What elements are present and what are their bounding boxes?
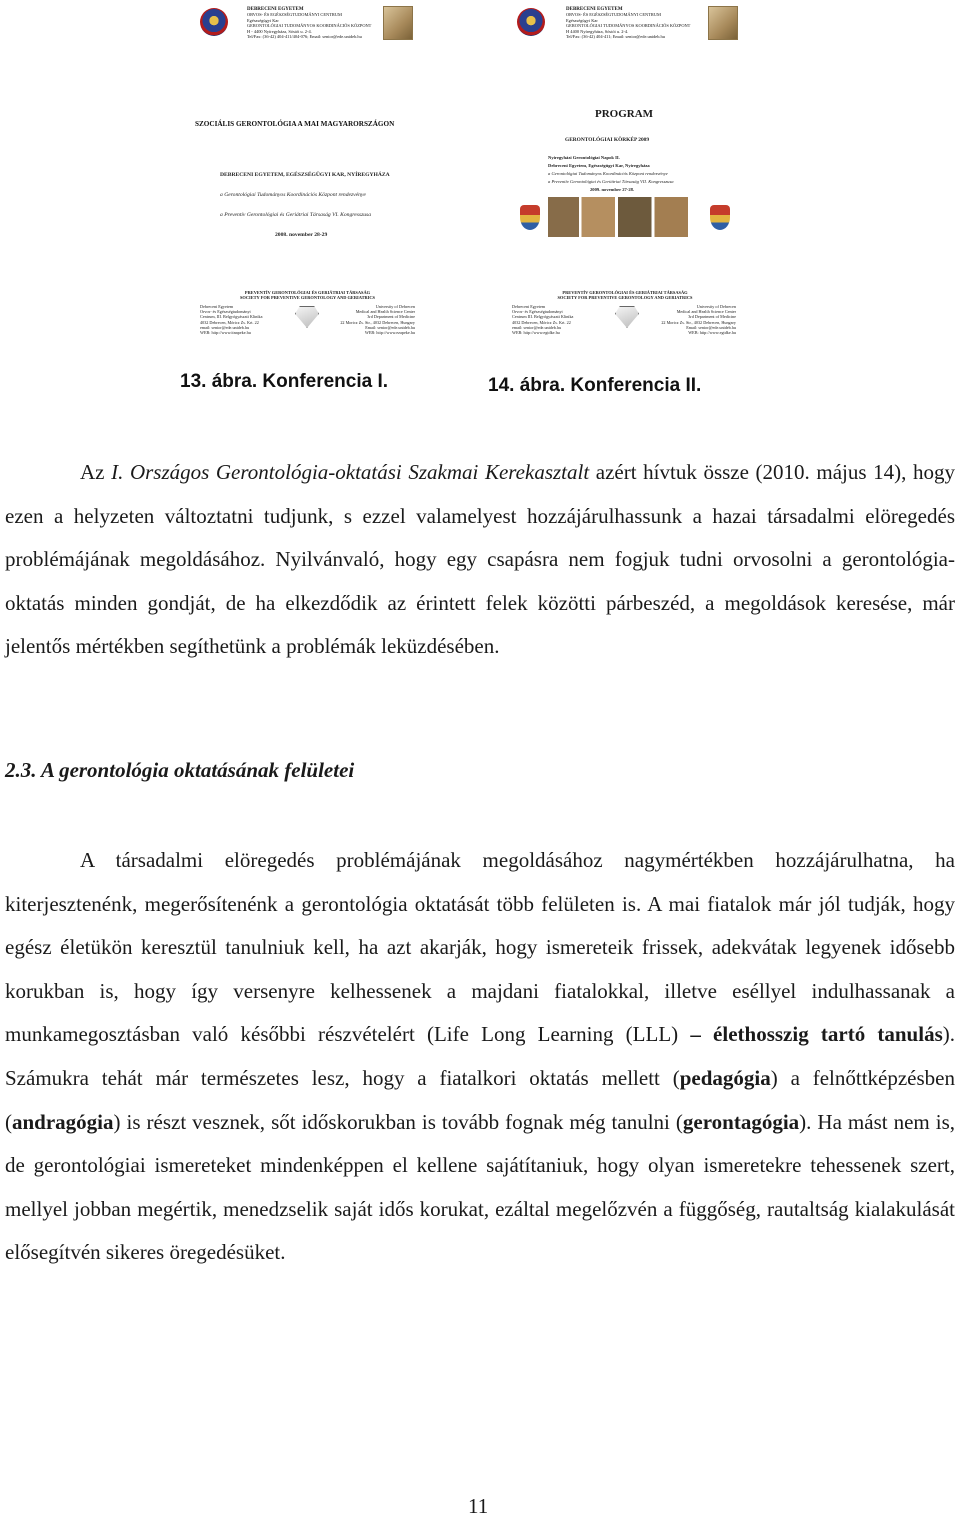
footer-line: 22 Moricz Zs. Str., 4032 Debrecen, Hungary xyxy=(661,319,736,325)
text-run: Az xyxy=(80,460,112,484)
footer-line: email: senior@ede.unideb.hu xyxy=(512,324,562,330)
footer-line: University of Debrecen xyxy=(375,304,415,309)
term-gerontagogy: gerontagógia xyxy=(682,1109,800,1134)
footer-line: 3rd Department of Medicine xyxy=(688,314,736,320)
header-line: Egészségügyi Kar xyxy=(566,17,598,23)
footer-right xyxy=(327,304,415,335)
roundtable-name: I. Országos Gerontológia-oktatási Szakmai Kerekasztalt xyxy=(111,460,590,484)
diamond-logo-icon xyxy=(615,306,639,328)
flyer-line: a Preventív Gerontológiai és Geriátriai Társaság VII. Kongresszusa xyxy=(548,179,674,184)
flyer-title: SZOCIÁLIS GERONTOLÓGIA A MAI MAGYARORSZÁGON xyxy=(195,120,395,128)
footer-line: 4032 Debrecen, Móricz Zs. Krt. 22 xyxy=(512,319,571,325)
footer-line: Email: senior@ede.unideb.hu xyxy=(686,324,736,330)
footer-head-line: PREVENTÍV GERONTOLÓGIAI ÉS GERIÁTRIAI TÁRSASÁG xyxy=(562,290,688,295)
flyer-line: DEBRECENI EGYETEM, EGÉSZSÉGÜGYI KAR, NYÍREGYHÁZA xyxy=(220,172,390,178)
portrait-icon xyxy=(708,6,738,40)
city-photos-image xyxy=(548,197,688,237)
footer-line: email: senior@ede.unideb.hu xyxy=(200,324,250,330)
conference-flyer-1 xyxy=(195,0,420,345)
flyer-date: 2008. november 28-29 xyxy=(275,232,328,238)
coat-of-arms-icon xyxy=(520,205,540,230)
footer-left xyxy=(200,304,285,335)
term-pedagogy: pedagógia xyxy=(679,1065,771,1090)
footer-right xyxy=(648,304,736,335)
text-run: ) a felnőttképzésben ( xyxy=(5,1065,955,1134)
section-heading: 2.3. A gerontológia oktatásának felületei xyxy=(5,758,355,782)
header-line: ORVOS- ÉS EGÉSZSÉGTUDOMÁNYI CENTRUM xyxy=(247,12,342,18)
header-line: DEBRECENI EGYETEM xyxy=(247,7,304,12)
text-run: azért hívtuk össze (2010. május 14), hogy ezen a helyzeten változtatni tudjunk, s ezzel valamelyest hozzájárulhassunk a hazai társadalmi elöregedés problémájának megoldásához. Nyilvánvaló, hogy egy csapásra nem fogjuk tudni orvosolni a gerontológia-oktatás minden gondját, de ha elkezdődik az érintett felek közötti párbeszéd, a megoldások keresése, már jelentős mértékben segíthetünk a problémák leküzdésében. xyxy=(5,460,955,659)
flyer-program-title: PROGRAM xyxy=(595,108,654,120)
footer-head-line: PREVENTÍV GERONTOLÓGIAI ÉS GERIÁTRIAI TÁRSASÁG xyxy=(244,290,371,295)
footer-line: Orvos- és Egészségtudományi xyxy=(200,309,251,315)
footer-left xyxy=(512,304,597,335)
footer-head xyxy=(195,290,420,300)
paragraph-roundtable xyxy=(5,451,955,669)
footer-line: 3rd Department of Medicine xyxy=(367,314,415,320)
header-line: GERONTOLÓGIAI TUDOMÁNYOS KOORDINÁCIÓS KÖZPONT xyxy=(247,23,372,29)
footer-line: Email: senior@ede.unideb.hu xyxy=(365,324,415,330)
header-line: DEBRECENI EGYETEM xyxy=(566,7,623,12)
portrait-icon xyxy=(383,6,413,40)
footer-line: Medical and Health Science Center xyxy=(355,309,415,315)
header-line: H 4400 Nyíregyháza, Sóstói u. 2-4. xyxy=(566,28,629,34)
flyer-header xyxy=(566,7,696,39)
footer-line: WEB: http://www.itnapeke.hu xyxy=(200,330,251,336)
footer-line: Centrum, III. Belgyógyászati Klinika xyxy=(200,314,263,320)
flyer-line: Debreceni Egyetem, Egészségügyi Kar, Nyíregyháza xyxy=(548,163,650,168)
term-lifelong-learning: élethosszig tartó tanulás xyxy=(700,1022,943,1047)
flyer-line: Nyíregyházi Gerontológiai Napok II. xyxy=(548,155,620,160)
header-line: GERONTOLÓGIAI TUDOMÁNYOS KOORDINÁCIÓS KÖZPONT xyxy=(566,23,691,29)
flyer-line: a Gerontológiai Tudományos Koordinációs Központ rendezvénye xyxy=(548,171,668,176)
header-line: Tel/Fax: (36-42) 404-411; Email: senior@ede.unideb.hu xyxy=(566,34,665,40)
dash: – xyxy=(690,1022,701,1047)
flyer-footer xyxy=(510,290,740,342)
footer-line: WEB: http://www.egtdke.hu xyxy=(512,330,560,336)
university-logo-icon xyxy=(200,8,228,36)
flyer-subtitle: GERONTOLÓGIAI KÖRKÉP 2009 xyxy=(565,137,650,143)
footer-head-line: SOCIETY FOR PREVENTIVE GERONTOLOGY AND GERIATRICS xyxy=(557,295,693,300)
text-run: A társadalmi elöregedés problémájának megoldásához nagymértékben hozzájárulhatna, ha kiterjesztenénk, megerősítenénk a gerontológia oktatását több felületen is. A mai fiatalok már jól tudják, hogy egész életükön keresztül tanulniuk kell, ha azt akarják, hogy ismereteik frissek, adekvátak legyenek idősebb korukban is, hogy így versenyre kelhessenek a majdani fiatalokkal, illetve eséllyel indulhassanak a munkamegosztásban való későbbi részvételért (Life Long Learning (LLL) xyxy=(5,848,955,1047)
text-run: ). Ha mást nem is, de gerontológiai ismereteket mindenképpen el kellene sajátítaniuk, hogy olyan ismeretekre tehessenek szert, mellyel jobban megértik, menedzselik saját idős korukat, ezáltal megelőzvén a függőség, rautaltság kialakulását elősegítvén sikeres öregedésüket. xyxy=(5,1109,955,1265)
text-run: ). Számukra tehát már természetes lesz, hogy a fiatalkori oktatás mellett ( xyxy=(5,1022,955,1090)
coat-of-arms-icon xyxy=(710,205,730,230)
term-andragogy: andragógia xyxy=(12,1109,114,1134)
footer-head xyxy=(510,290,740,300)
conference-flyer-2 xyxy=(510,0,740,345)
header-line: H - 4400 Nyíregyháza, Sóstói u. 2-4. xyxy=(247,28,312,34)
footer-line: Debreceni Egyetem xyxy=(200,304,234,309)
footer-line: Centrum III. Belgyógyászati Klinika xyxy=(512,314,574,320)
text-run: ) is részt vesznek, sőt időskorukban is tovább fognak még tanulni ( xyxy=(113,1109,683,1134)
footer-line: 22 Moricz Zs. Str., 4032 Debrecen, Hungary xyxy=(340,319,415,325)
footer-line: 4032 Debrecen, Móricz Zs. Krt. 22 xyxy=(200,319,259,325)
header-line: ORVOS- ÉS EGÉSZSÉGTUDOMÁNYI CENTRUM xyxy=(566,12,661,18)
flyer-date: 2009. november 27-28. xyxy=(590,187,635,192)
figure-13-caption: 13. ábra. Konferencia I. xyxy=(180,371,389,392)
footer-line: Debreceni Egyetem xyxy=(512,304,546,309)
flyer-line: a Gerontológiai Tudományos Koordinációs Központ rendezvénye xyxy=(220,192,366,198)
footer-line: Orvos- és Egészségtudományi xyxy=(512,309,563,315)
page-number: 11 xyxy=(468,1494,489,1518)
header-line: Egészségügyi Kar xyxy=(247,17,279,23)
footer-line: Medical and Health Science Center xyxy=(676,309,736,315)
flyer-header xyxy=(247,7,377,39)
footer-line: WEB: http://www.ezapeke.hu xyxy=(364,330,415,336)
footer-head-line: SOCIETY FOR PREVENTIVE GERONTOLOGY AND GERIATRICS xyxy=(239,295,376,300)
figure-14-caption: 14. ábra. Konferencia II. xyxy=(488,375,702,396)
flyer-line: a Preventív Gerontológiai és Geriátriai Társaság VI. Kongresszusa xyxy=(220,212,372,218)
university-logo-icon xyxy=(517,8,545,36)
footer-line: WEB: http://www.egtdke.hu xyxy=(688,330,736,336)
flyer-footer xyxy=(195,290,420,342)
paragraph-education-surfaces xyxy=(5,839,955,1275)
diamond-logo-icon xyxy=(295,306,319,328)
header-line: Tel/Fax: (36-42) 404-411/404-076; Email: senior@ede.unideb.hu xyxy=(247,34,362,40)
footer-line: University of Debrecen xyxy=(696,304,736,309)
